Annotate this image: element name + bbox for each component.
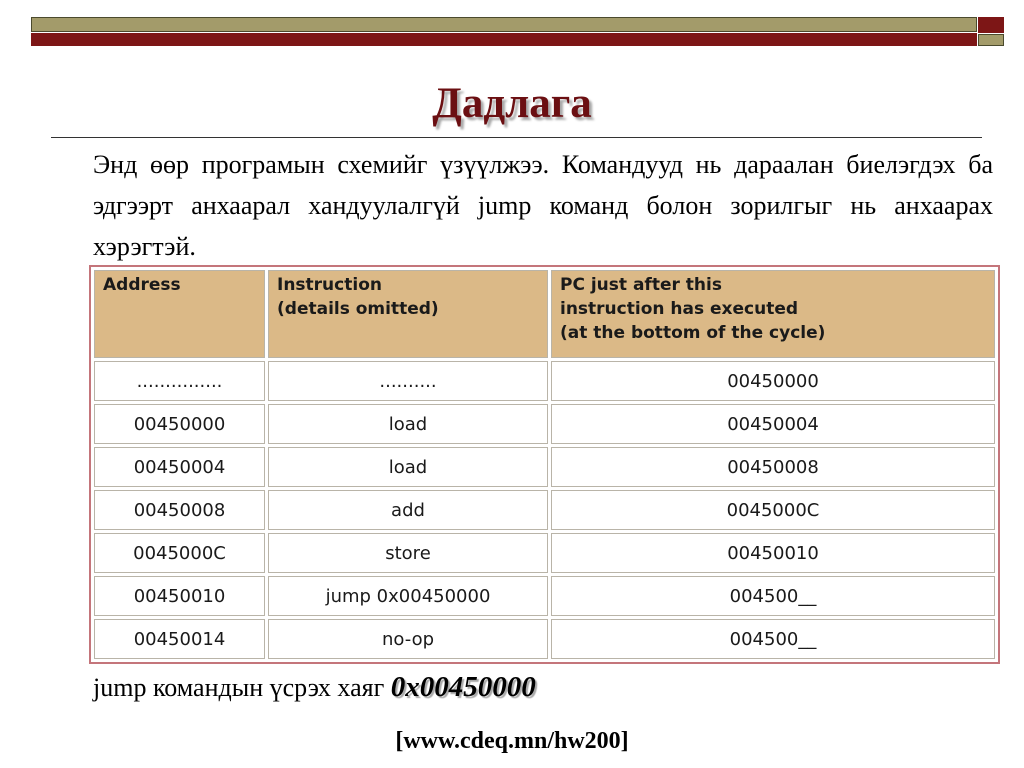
source-link[interactable]: [www.cdeq.mn/hw200] xyxy=(395,728,629,754)
cell-address: 00450010 xyxy=(94,576,265,616)
banner-corner-olive xyxy=(978,34,1004,46)
table-row xyxy=(94,447,995,487)
cell-pc-after: 00450000 xyxy=(551,361,995,401)
pc-table xyxy=(91,267,998,662)
cell-pc-after: 0045000C xyxy=(551,490,995,530)
table-header-row xyxy=(94,270,995,358)
cell-instruction: .......... xyxy=(268,361,548,401)
cell-pc-after: 004500__ xyxy=(551,619,995,659)
header-line: (details omitted) xyxy=(277,299,439,319)
banner-corner-red xyxy=(978,17,1004,33)
intro-paragraph: Энд өөр програмын схемийг үзүүлжээ. Командууд нь дараалан биелэгдэх ба эдгээрт анхаарал хандуулалгүй jump команд болон зорилгыг нь анхаарах хэрэгтэй. xyxy=(93,150,993,261)
cell-instruction: no-op xyxy=(268,619,548,659)
cell-pc-after: 00450010 xyxy=(551,533,995,573)
cell-instruction: load xyxy=(268,447,548,487)
header-address xyxy=(94,270,265,358)
table-row xyxy=(94,490,995,530)
pc-table-frame xyxy=(89,265,1000,664)
cell-pc-after: 004500__ xyxy=(551,576,995,616)
cell-address: 00450008 xyxy=(94,490,265,530)
cell-address: 00450000 xyxy=(94,404,265,444)
cell-address: 00450014 xyxy=(94,619,265,659)
header-line: instruction has executed xyxy=(560,299,799,319)
banner-red-bar xyxy=(31,33,977,46)
banner-olive-bar xyxy=(31,17,977,32)
cell-address: 00450004 xyxy=(94,447,265,487)
header-line: (at the bottom of the cycle) xyxy=(560,323,826,343)
header-pc-after xyxy=(551,270,995,358)
title-divider xyxy=(51,137,982,138)
slide-title: Дадлага xyxy=(432,80,592,127)
jump-target-label: jump командын үсрэх хаяг xyxy=(93,673,391,702)
table-row xyxy=(94,404,995,444)
cell-instruction: store xyxy=(268,533,548,573)
cell-instruction: load xyxy=(268,404,548,444)
cell-pc-after: 00450004 xyxy=(551,404,995,444)
cell-instruction: add xyxy=(268,490,548,530)
cell-instruction: jump 0x00450000 xyxy=(268,576,548,616)
header-instruction xyxy=(268,270,548,358)
jump-target-line xyxy=(93,669,536,706)
table-row xyxy=(94,619,995,659)
header-line: Instruction xyxy=(277,275,382,295)
jump-address: 0x00450000 xyxy=(390,671,536,703)
table-row xyxy=(94,533,995,573)
table-row xyxy=(94,361,995,401)
header-line: Address xyxy=(103,275,181,295)
cell-address: 0045000C xyxy=(94,533,265,573)
cell-address: ............... xyxy=(94,361,265,401)
cell-pc-after: 00450008 xyxy=(551,447,995,487)
table-row xyxy=(94,576,995,616)
header-line: PC just after this xyxy=(560,275,722,295)
